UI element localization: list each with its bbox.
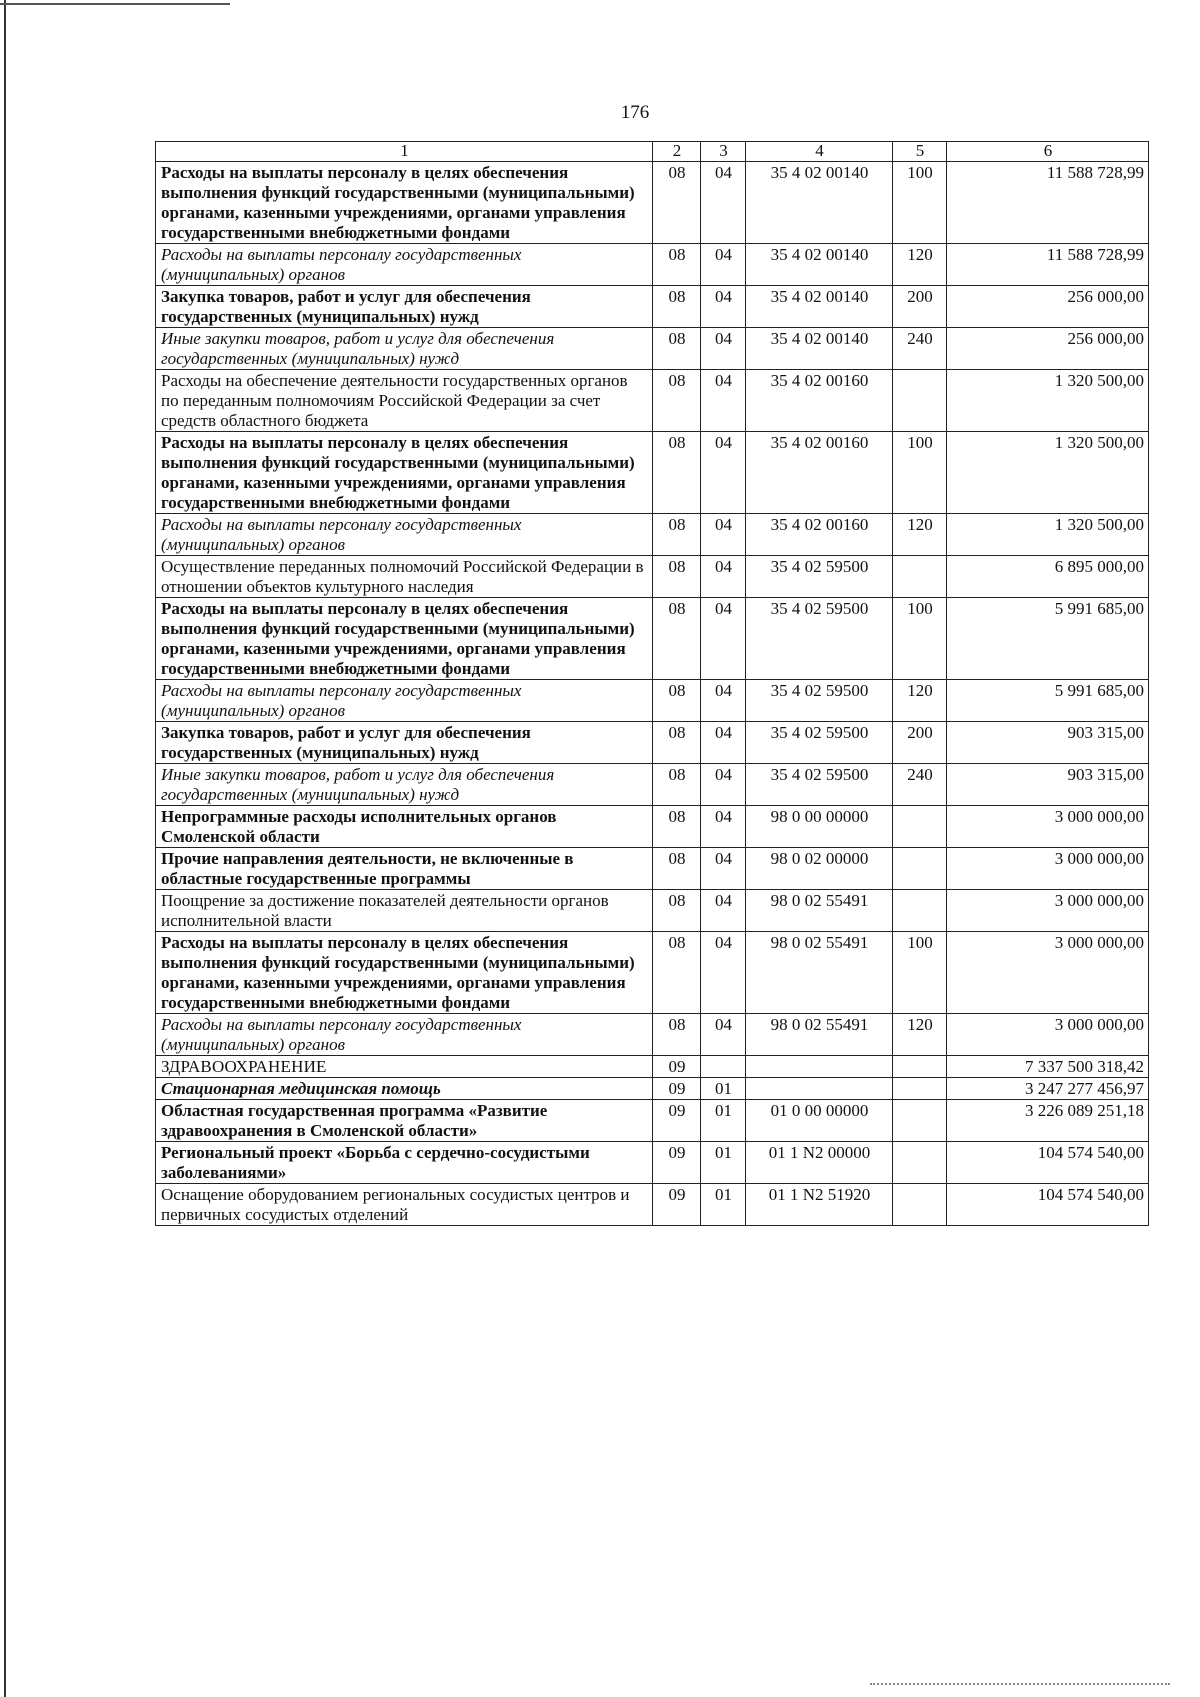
expense-type-code: 240 [893, 764, 947, 806]
expense-type-code [893, 1078, 947, 1100]
expense-type-code [893, 890, 947, 932]
subsection-code: 04 [701, 598, 746, 680]
section-code: 08 [653, 162, 701, 244]
row-name: Расходы на выплаты персоналу государственных (муниципальных) органов [156, 244, 653, 286]
amount: 104 574 540,00 [947, 1184, 1149, 1226]
table-row [156, 1078, 1149, 1100]
scan-edge-top [0, 3, 230, 5]
target-article-code: 01 1 N2 51920 [746, 1184, 893, 1226]
amount: 256 000,00 [947, 328, 1149, 370]
subsection-code: 04 [701, 680, 746, 722]
table-row [156, 890, 1149, 932]
section-code: 08 [653, 514, 701, 556]
scan-artifact [870, 1683, 1170, 1693]
target-article-code [746, 1078, 893, 1100]
section-code: 08 [653, 556, 701, 598]
expense-type-code [893, 806, 947, 848]
expense-type-code [893, 1100, 947, 1142]
section-code: 08 [653, 848, 701, 890]
subsection-code: 04 [701, 806, 746, 848]
amount: 3 000 000,00 [947, 932, 1149, 1014]
subsection-code: 04 [701, 162, 746, 244]
row-name: Прочие направления деятельности, не включенные в областные государственные программы [156, 848, 653, 890]
section-code: 08 [653, 806, 701, 848]
table-row [156, 162, 1149, 244]
target-article-code: 35 4 02 59500 [746, 556, 893, 598]
table-row [156, 1014, 1149, 1056]
section-code: 09 [653, 1184, 701, 1226]
section-code: 09 [653, 1056, 701, 1078]
expense-type-code [893, 1056, 947, 1078]
table-row [156, 764, 1149, 806]
row-name: Расходы на выплаты персоналу в целях обеспечения выполнения функций государственными (муниципальными) органами, казенными учреждениями, органами управления государственными внебюджетными фондами [156, 598, 653, 680]
row-name: Областная государственная программа «Развитие здравоохранения в Смоленской области» [156, 1100, 653, 1142]
amount: 11 588 728,99 [947, 162, 1149, 244]
target-article-code: 35 4 02 00160 [746, 370, 893, 432]
subsection-code: 01 [701, 1078, 746, 1100]
expense-type-code [893, 370, 947, 432]
table-row [156, 806, 1149, 848]
row-name: Региональный проект «Борьба с сердечно-сосудистыми заболеваниями» [156, 1142, 653, 1184]
amount: 256 000,00 [947, 286, 1149, 328]
table-row [156, 1056, 1149, 1078]
row-name: Иные закупки товаров, работ и услуг для обеспечения государственных (муниципальных) нужд [156, 328, 653, 370]
amount: 3 226 089 251,18 [947, 1100, 1149, 1142]
table-row [156, 1100, 1149, 1142]
table-row [156, 1184, 1149, 1226]
amount: 1 320 500,00 [947, 432, 1149, 514]
expense-type-code: 100 [893, 162, 947, 244]
table-row [156, 328, 1149, 370]
subsection-code: 01 [701, 1184, 746, 1226]
amount: 11 588 728,99 [947, 244, 1149, 286]
amount: 3 247 277 456,97 [947, 1078, 1149, 1100]
expense-type-code [893, 556, 947, 598]
expense-type-code: 120 [893, 244, 947, 286]
subsection-code: 01 [701, 1100, 746, 1142]
row-name: Закупка товаров, работ и услуг для обеспечения государственных (муниципальных) нужд [156, 286, 653, 328]
section-code: 08 [653, 432, 701, 514]
table-row [156, 432, 1149, 514]
subsection-code: 04 [701, 932, 746, 1014]
header-cell: 6 [947, 142, 1149, 162]
amount: 3 000 000,00 [947, 1014, 1149, 1056]
target-article-code: 35 4 02 00160 [746, 514, 893, 556]
table-row [156, 1142, 1149, 1184]
amount: 3 000 000,00 [947, 848, 1149, 890]
expense-type-code: 100 [893, 432, 947, 514]
target-article-code: 98 0 02 00000 [746, 848, 893, 890]
subsection-code: 04 [701, 890, 746, 932]
section-code: 08 [653, 1014, 701, 1056]
row-name: Стационарная медицинская помощь [156, 1078, 653, 1100]
table-row [156, 556, 1149, 598]
row-name: Закупка товаров, работ и услуг для обеспечения государственных (муниципальных) нужд [156, 722, 653, 764]
table-header-row [156, 142, 1149, 162]
table-row [156, 932, 1149, 1014]
target-article-code: 98 0 02 55491 [746, 1014, 893, 1056]
subsection-code: 04 [701, 556, 746, 598]
section-code: 08 [653, 328, 701, 370]
table-row [156, 514, 1149, 556]
row-name: Осуществление переданных полномочий Российской Федерации в отношении объектов культурного наследия [156, 556, 653, 598]
subsection-code: 04 [701, 514, 746, 556]
table-row [156, 848, 1149, 890]
subsection-code: 04 [701, 286, 746, 328]
table-row [156, 722, 1149, 764]
row-name: Расходы на выплаты персоналу государственных (муниципальных) органов [156, 514, 653, 556]
row-name: Оснащение оборудованием региональных сосудистых центров и первичных сосудистых отделений [156, 1184, 653, 1226]
subsection-code [701, 1056, 746, 1078]
row-name: ЗДРАВООХРАНЕНИЕ [156, 1056, 653, 1078]
section-code: 08 [653, 286, 701, 328]
target-article-code [746, 1056, 893, 1078]
target-article-code: 35 4 02 00140 [746, 286, 893, 328]
section-code: 08 [653, 764, 701, 806]
row-name: Иные закупки товаров, работ и услуг для обеспечения государственных (муниципальных) нужд [156, 764, 653, 806]
expense-type-code: 200 [893, 722, 947, 764]
target-article-code: 01 1 N2 00000 [746, 1142, 893, 1184]
subsection-code: 04 [701, 328, 746, 370]
target-article-code: 35 4 02 59500 [746, 764, 893, 806]
section-code: 08 [653, 890, 701, 932]
target-article-code: 98 0 00 00000 [746, 806, 893, 848]
target-article-code: 35 4 02 00140 [746, 244, 893, 286]
subsection-code: 04 [701, 848, 746, 890]
target-article-code: 35 4 02 00140 [746, 162, 893, 244]
amount: 3 000 000,00 [947, 890, 1149, 932]
subsection-code: 04 [701, 244, 746, 286]
row-name: Расходы на выплаты персоналу в целях обеспечения выполнения функций государственными (муниципальными) органами, казенными учреждениями, органами управления государственными внебюджетными фондами [156, 432, 653, 514]
expense-type-code: 240 [893, 328, 947, 370]
expense-type-code [893, 1184, 947, 1226]
subsection-code: 04 [701, 1014, 746, 1056]
expense-type-code: 120 [893, 1014, 947, 1056]
subsection-code: 04 [701, 370, 746, 432]
section-code: 08 [653, 370, 701, 432]
subsection-code: 04 [701, 722, 746, 764]
target-article-code: 35 4 02 59500 [746, 722, 893, 764]
budget-table [155, 141, 1149, 1226]
table-row [156, 244, 1149, 286]
target-article-code: 35 4 02 59500 [746, 598, 893, 680]
subsection-code: 04 [701, 432, 746, 514]
section-code: 09 [653, 1142, 701, 1184]
amount: 6 895 000,00 [947, 556, 1149, 598]
table-row [156, 370, 1149, 432]
amount: 903 315,00 [947, 722, 1149, 764]
target-article-code: 98 0 02 55491 [746, 890, 893, 932]
amount: 1 320 500,00 [947, 370, 1149, 432]
amount: 3 000 000,00 [947, 806, 1149, 848]
scan-edge [4, 0, 6, 1697]
target-article-code: 01 0 00 00000 [746, 1100, 893, 1142]
section-code: 08 [653, 244, 701, 286]
target-article-code: 98 0 02 55491 [746, 932, 893, 1014]
expense-type-code: 100 [893, 598, 947, 680]
subsection-code: 01 [701, 1142, 746, 1184]
page-number: 176 [620, 102, 650, 123]
row-name: Непрограммные расходы исполнительных органов Смоленской области [156, 806, 653, 848]
expense-type-code [893, 1142, 947, 1184]
table-row [156, 680, 1149, 722]
table-row [156, 598, 1149, 680]
section-code: 08 [653, 680, 701, 722]
row-name: Расходы на выплаты персоналу государственных (муниципальных) органов [156, 680, 653, 722]
row-name: Расходы на выплаты персоналу в целях обеспечения выполнения функций государственными (муниципальными) органами, казенными учреждениями, органами управления государственными внебюджетными фондами [156, 932, 653, 1014]
amount: 5 991 685,00 [947, 680, 1149, 722]
header-cell: 4 [746, 142, 893, 162]
header-cell: 1 [156, 142, 653, 162]
table-row [156, 286, 1149, 328]
expense-type-code: 100 [893, 932, 947, 1014]
row-name: Расходы на выплаты персоналу в целях обеспечения выполнения функций государственными (муниципальными) органами, казенными учреждениями, органами управления государственными внебюджетными фондами [156, 162, 653, 244]
target-article-code: 35 4 02 00160 [746, 432, 893, 514]
expense-type-code: 200 [893, 286, 947, 328]
expense-type-code: 120 [893, 680, 947, 722]
header-cell: 3 [701, 142, 746, 162]
amount: 104 574 540,00 [947, 1142, 1149, 1184]
expense-type-code: 120 [893, 514, 947, 556]
section-code: 08 [653, 598, 701, 680]
section-code: 09 [653, 1078, 701, 1100]
target-article-code: 35 4 02 59500 [746, 680, 893, 722]
section-code: 08 [653, 722, 701, 764]
row-name: Расходы на обеспечение деятельности государственных органов по переданным полномочиям Российской Федерации за счет средств областного бюджета [156, 370, 653, 432]
amount: 1 320 500,00 [947, 514, 1149, 556]
row-name: Поощрение за достижение показателей деятельности органов исполнительной власти [156, 890, 653, 932]
header-cell: 2 [653, 142, 701, 162]
amount: 903 315,00 [947, 764, 1149, 806]
section-code: 09 [653, 1100, 701, 1142]
header-cell: 5 [893, 142, 947, 162]
target-article-code: 35 4 02 00140 [746, 328, 893, 370]
amount: 5 991 685,00 [947, 598, 1149, 680]
row-name: Расходы на выплаты персоналу государственных (муниципальных) органов [156, 1014, 653, 1056]
subsection-code: 04 [701, 764, 746, 806]
amount: 7 337 500 318,42 [947, 1056, 1149, 1078]
expense-type-code [893, 848, 947, 890]
section-code: 08 [653, 932, 701, 1014]
